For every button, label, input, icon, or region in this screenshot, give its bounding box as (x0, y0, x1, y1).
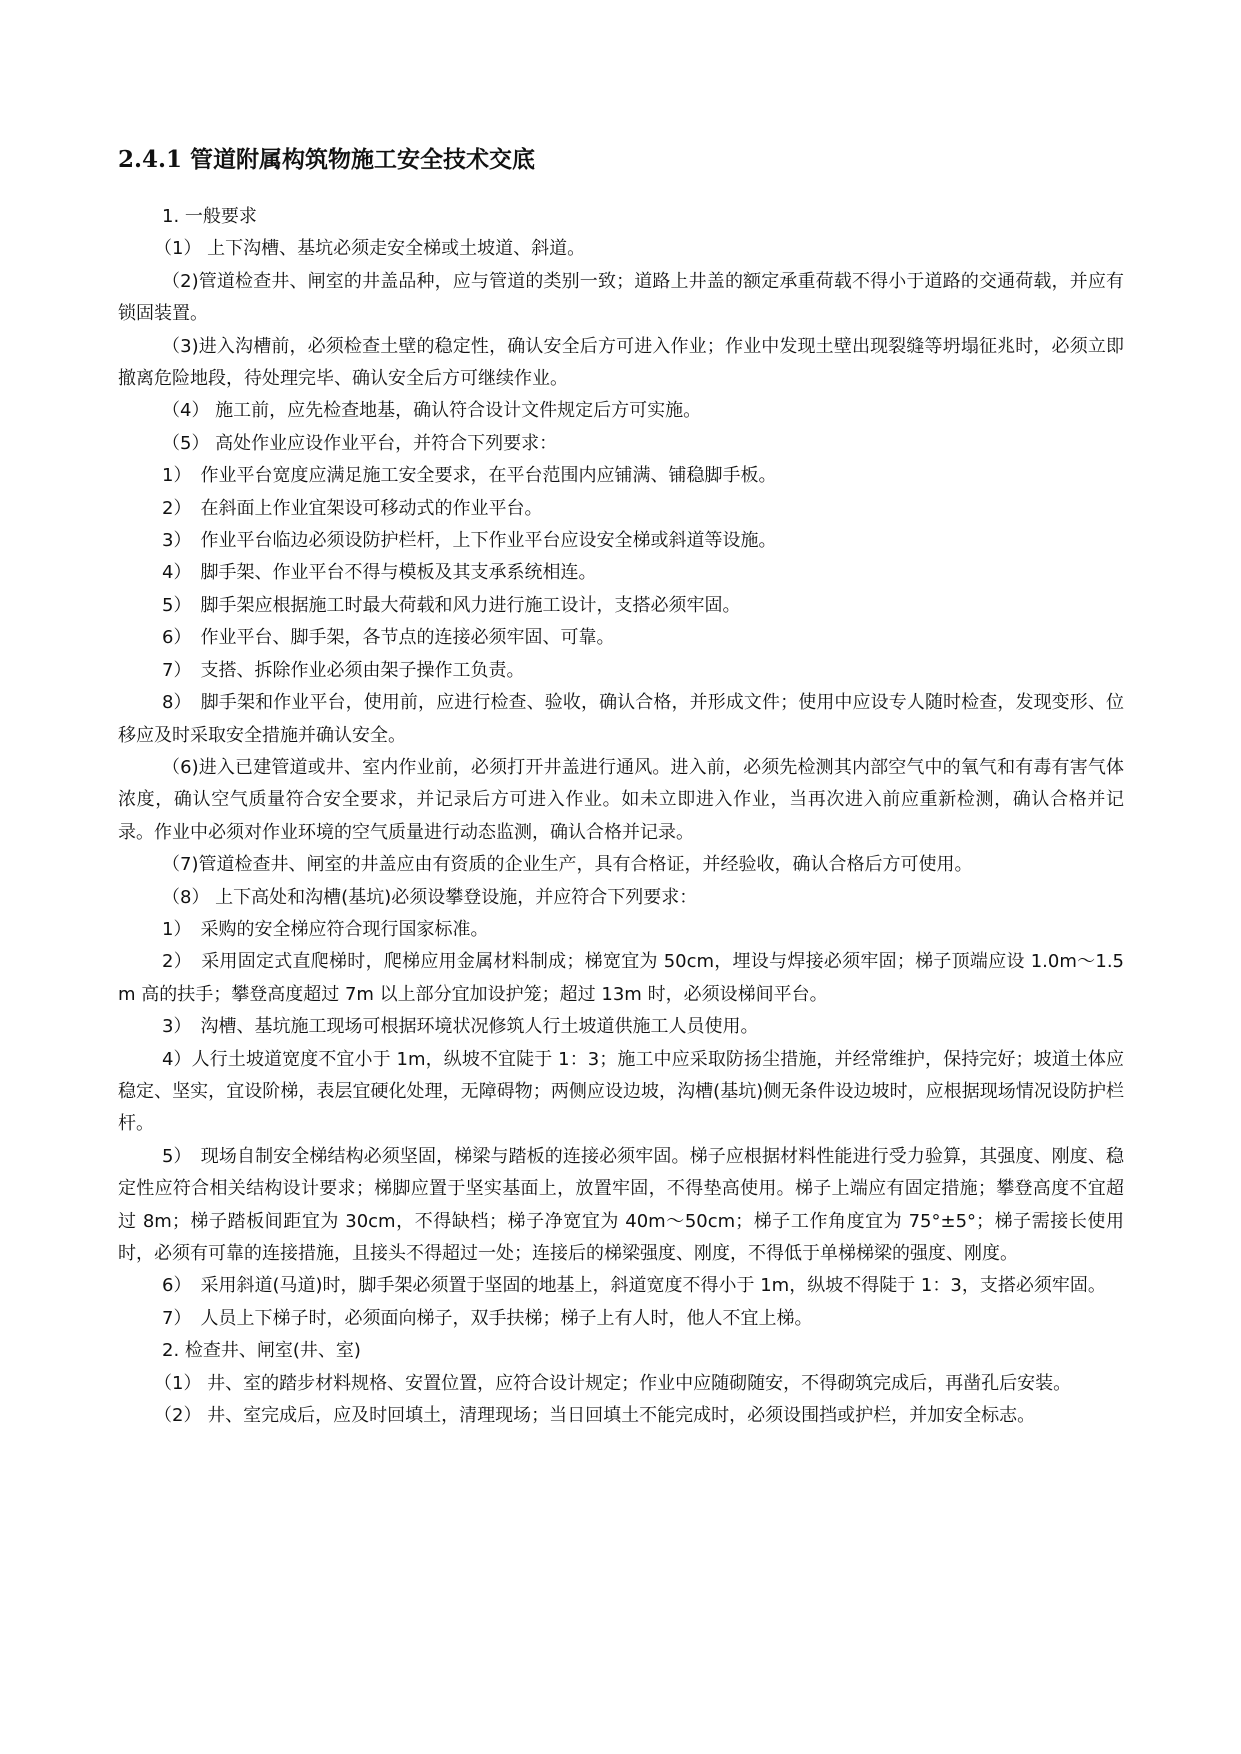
paragraph-item-6: （6)进入已建管道或井、室内作业前，必须打开井盖进行通风。进入前，必须先检测其内部空气中的氧气和有毒有害气体浓度，确认空气质量符合安全要求，并记录后方可进入作业。如未立即进入作业，当再次进入前应重新检测，确认合格并记录。作业中必须对作业环境的空气质量进行动态监测，确认合格并记录。 (118, 756, 1124, 843)
paragraph-section-2-heading: 2. 检查井、闸室(井、室) (162, 1340, 361, 1362)
paragraph-subitem-5-1: 1） 作业平台宽度应满足施工安全要求，在平台范围内应铺满、铺稳脚手板。 (162, 465, 777, 487)
paragraph-subitem-8-3: 3） 沟槽、基坑施工现场可根据环境状况修筑人行土坡道供施工人员使用。 (162, 1016, 759, 1038)
paragraph-item-5: （5） 高处作业应设作业平台，并符合下列要求： (162, 432, 558, 454)
document-title: 2.4.1 管道附属构筑物施工安全技术交底 (118, 146, 536, 173)
paragraph-subitem-8-6: 6） 采用斜道(马道)时，脚手架必须置于坚固的地基上，斜道宽度不得小于 1m，纵坡不得陡于 1：3，支搭必须牢固。 (162, 1275, 1106, 1297)
paragraph-subitem-5-8: 8） 脚手架和作业平台，使用前，应进行检查、验收，确认合格，并形成文件；使用中应设专人随时检查，发现变形、位移应及时采取安全措施并确认安全。 (118, 692, 1124, 746)
paragraph-item-2: （2)管道检查井、闸室的井盖品种，应与管道的类别一致；道路上井盖的额定承重荷载不得小于道路的交通荷载，并应有锁固装置。 (118, 270, 1124, 325)
paragraph-subitem-5-3: 3） 作业平台临边必须设防护栏杆，上下作业平台应设安全梯或斜道等设施。 (162, 530, 777, 552)
paragraph-subitem-8-1: 1） 采购的安全梯应符合现行国家标准。 (162, 918, 489, 940)
paragraph-subitem-5-2: 2） 在斜面上作业宜架设可移动式的作业平台。 (162, 497, 543, 519)
paragraph-section-2-item-1: （1） 井、室的踏步材料规格、安置位置，应符合设计规定；作业中应随砌随安，不得砌筑完成后，再凿孔后安装。 (154, 1372, 1072, 1394)
paragraph-subitem-8-7: 7） 人员上下梯子时，必须面向梯子，双手扶梯；梯子上有人时，他人不宜上梯。 (162, 1307, 813, 1329)
paragraph-item-8: （8） 上下高处和沟槽(基坑)必须设攀登设施，并应符合下列要求： (162, 886, 698, 908)
paragraph-item-3: （3)进入沟槽前，必须检查土壁的稳定性，确认安全后方可进入作业；作业中发现土壁出现裂缝等坍塌征兆时，必须立即撤离危险地段，待处理完毕、确认安全后方可继续作业。 (118, 335, 1124, 390)
paragraph-item-4: （4） 施工前，应先检查地基，确认符合设计文件规定后方可实施。 (162, 400, 702, 422)
paragraph-subitem-8-4: 4）人行土坡道宽度不宜小于 1m，纵坡不宜陡于 1：3；施工中应采取防扬尘措施，并经常维护，保持完好；坡道土体应稳定、坚实，宜设阶梯，表层宜硬化处理，无障碍物；两侧应设边坡，沟槽(基坑)侧无条件设边坡时，应根据现场情况设防护栏杆。 (118, 1048, 1124, 1135)
paragraph-subitem-5-7: 7） 支搭、拆除作业必须由架子操作工负责。 (162, 659, 525, 681)
document-body (118, 201, 1124, 1432)
paragraph-section-2-item-2: （2） 井、室完成后，应及时回填土，清理现场；当日回填土不能完成时，必须设围挡或护栏，并加安全标志。 (154, 1405, 1036, 1427)
paragraph-subitem-8-2: 2） 采用固定式直爬梯时，爬梯应用金属材料制成；梯宽宜为 50cm，埋设与焊接必须牢固；梯子顶端应设 1.0m～1.5m 高的扶手；攀登高度超过 7m 以上部分宜加设护笼；超过 13m 时，必须设梯间平台。 (118, 951, 1124, 1005)
paragraph-subitem-5-4: 4） 脚手架、作业平台不得与模板及其支承系统相连。 (162, 562, 597, 584)
paragraph-item-7: （7)管道检查井、闸室的井盖应由有资质的企业生产，具有合格证，并经验收，确认合格后方可使用。 (162, 854, 973, 876)
paragraph-section-1-heading: 1. 一般要求 (162, 206, 257, 227)
paragraph-subitem-5-5: 5） 脚手架应根据施工时最大荷载和风力进行施工设计，支搭必须牢固。 (162, 594, 741, 616)
paragraph-subitem-5-6: 6） 作业平台、脚手架，各节点的连接必须牢固、可靠。 (162, 627, 615, 649)
paragraph-item-1: （1） 上下沟槽、基坑必须走安全梯或土坡道、斜道。 (154, 238, 586, 260)
paragraph-subitem-8-5: 5） 现场自制安全梯结构必须坚固，梯梁与踏板的连接必须牢固。梯子应根据材料性能进行受力验算，其强度、刚度、稳定性应符合相关结构设计要求；梯脚应置于坚实基面上，放置牢固，不得垫高使用。梯子上端应有固定措施；攀登高度不宜超过 8m；梯子踏板间距宜为 30cm，不得缺档；梯子净宽宜为 40m～50cm；梯子工作角度宜为 75°±5°；梯子需接长使用时，必须有可靠的连接措施，且接头不得超过一处；连接后的梯梁强度、刚度，不得低于单梯梯梁的强度、刚度。 (118, 1145, 1124, 1264)
